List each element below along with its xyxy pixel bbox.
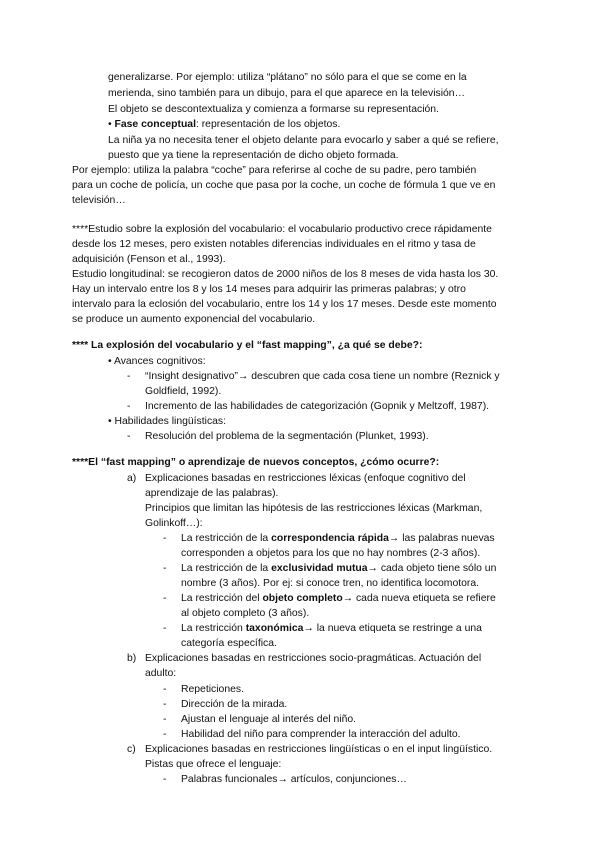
text-span: : representación de los objetos. (195, 119, 341, 130)
text-line: El objeto se descontextualiza y comienza a formarse su representación. (108, 104, 439, 115)
text-line: aprendizaje de las palabras). (145, 488, 279, 499)
restriction-item (181, 621, 482, 636)
text-line: Resolución del problema de la segmentación (Plunket, 1993). (145, 431, 429, 442)
bold-term: taxonómica (245, 623, 304, 634)
text-line: ****Estudio sobre la explosión del vocabulario: el vocabulario productivo crece rápidamente (72, 224, 492, 235)
dash-marker: - (163, 533, 167, 544)
text-line: Habilidad del niño para comprender la interacción del adulto. (181, 729, 461, 740)
text-span: La restricción del (181, 593, 263, 604)
text-span: → cada objeto tiene sólo un (367, 563, 497, 574)
text-span: La restricción de la (181, 563, 272, 574)
text-line: categoría específica. (181, 638, 277, 649)
text-line: Palabras funcionales→ artículos, conjunciones… (181, 774, 407, 785)
text-line: Pistas que ofrece el lenguaje: (145, 759, 282, 770)
dash-marker: - (127, 401, 131, 412)
text-line: adquisición (Fenson et al., 1993). (72, 254, 226, 265)
bullet-item: • Avances cognitivos: (108, 356, 206, 367)
text-line: Principios que limitan las hipótesis de las restricciones léxicas (Markman, (145, 503, 483, 514)
text-line: al objeto completo (3 años). (181, 608, 310, 619)
text-line: para un coche de policía, un coche que pasa por la coche, un coche de fórmula 1 que ve en (72, 180, 496, 191)
list-marker: a) (127, 473, 137, 484)
bold-term: Fase conceptual (114, 119, 196, 130)
text-line: Estudio longitudinal: se recogieron datos de 2000 niños de los 8 meses de vida hasta los 30. (72, 269, 499, 280)
text-span: → las palabras nuevas (388, 533, 495, 544)
dash-marker: - (163, 699, 167, 710)
text-span: La restricción (181, 623, 246, 634)
dash-marker: - (163, 729, 167, 740)
text-line: La niña ya no necesita tener el objeto delante para evocarlo y saber a qué se refiere, (108, 135, 499, 146)
list-marker: b) (127, 653, 137, 664)
text-line: Repeticiones. (181, 684, 244, 695)
dash-marker: - (163, 684, 167, 695)
text-line: Explicaciones basadas en restricciones léxicas (enfoque cognitivo del (145, 473, 466, 484)
text-line: generalizarse. Por ejemplo: utiliza “plátano” no sólo para el que se come en la (108, 72, 467, 83)
text-line: Ajustan el lenguaje al interés del niño. (181, 714, 357, 725)
text-line: Dirección de la mirada. (181, 699, 288, 710)
text-line: Incremento de las habilidades de categorización (Gopnik y Meltzoff, 1987). (145, 401, 490, 412)
dash-marker: - (163, 623, 167, 634)
text-span: La restricción de la (181, 533, 272, 544)
text-line: Golinkoff…): (145, 518, 203, 529)
text-line: adulto: (145, 668, 177, 679)
text-line: televisión… (72, 195, 126, 206)
text-line: corresponden a objetos para los que no hay nombres (2-3 años). (181, 548, 481, 559)
dash-marker: - (163, 593, 167, 604)
dash-marker: - (127, 371, 131, 382)
text-line: Hay un intervalo entre los 8 y los 14 meses para adquirir las primeras palabras; y otro (72, 284, 466, 295)
text-line: Por ejemplo: utiliza la palabra “coche” para referirse al coche de su padre, pero también (72, 165, 477, 176)
restriction-item (181, 561, 496, 576)
text-line: merienda, sino también para un dibujo, para el que aparece en la televisión… (108, 88, 465, 99)
text-line: desde los 12 meses, pero existen notables diferencias individuales en el ritmo y tasa de (72, 239, 476, 250)
text-line: “Insight designativo”→ descubren que cada cosa tiene un nombre (Reznick y (145, 371, 500, 382)
restriction-item (181, 591, 496, 606)
text-span: → cada nueva etiqueta se refiere (342, 593, 496, 604)
dash-marker: - (163, 774, 167, 785)
dash-marker: - (163, 714, 167, 725)
text-line: Explicaciones basadas en restricciones socio-pragmáticas. Actuación del (145, 653, 482, 664)
text-line: se produce un aumento exponencial del vocabulario. (72, 314, 316, 325)
bullet-item: • Habilidades lingüísticas: (108, 416, 226, 427)
text-line: puesto que ya tiene la representación de dicho objeto formada. (108, 150, 399, 161)
text-line: intervalo para la eclosión del vocabulario, entre los 14 y los 17 meses. Desde este momento (72, 299, 497, 310)
bullet-item-fase-conceptual (108, 117, 340, 132)
dash-marker: - (127, 431, 131, 442)
text-line: nombre (3 años). Por ej: si conoce tren, no identifica locomotora. (181, 578, 480, 589)
list-marker: c) (127, 744, 136, 755)
restriction-item (181, 531, 495, 546)
text-line: Explicaciones basadas en restricciones lingüísticas o en el input lingüístico. (145, 744, 493, 755)
dash-marker: - (163, 563, 167, 574)
text-span: → la nueva etiqueta se restringe a una (303, 623, 482, 634)
bold-term: objeto completo (262, 593, 343, 604)
bullet: • (108, 119, 112, 130)
bold-term: correspondencia rápida (271, 533, 389, 544)
section-heading: **** La explosión del vocabulario y el “fast mapping”, ¿a qué se debe?: (72, 340, 423, 351)
text-line: Goldfield, 1992). (145, 386, 222, 397)
section-heading: ****El “fast mapping” o aprendizaje de nuevos conceptos, ¿cómo ocurre?: (72, 457, 440, 468)
bold-term: exclusividad mutua (271, 563, 368, 574)
